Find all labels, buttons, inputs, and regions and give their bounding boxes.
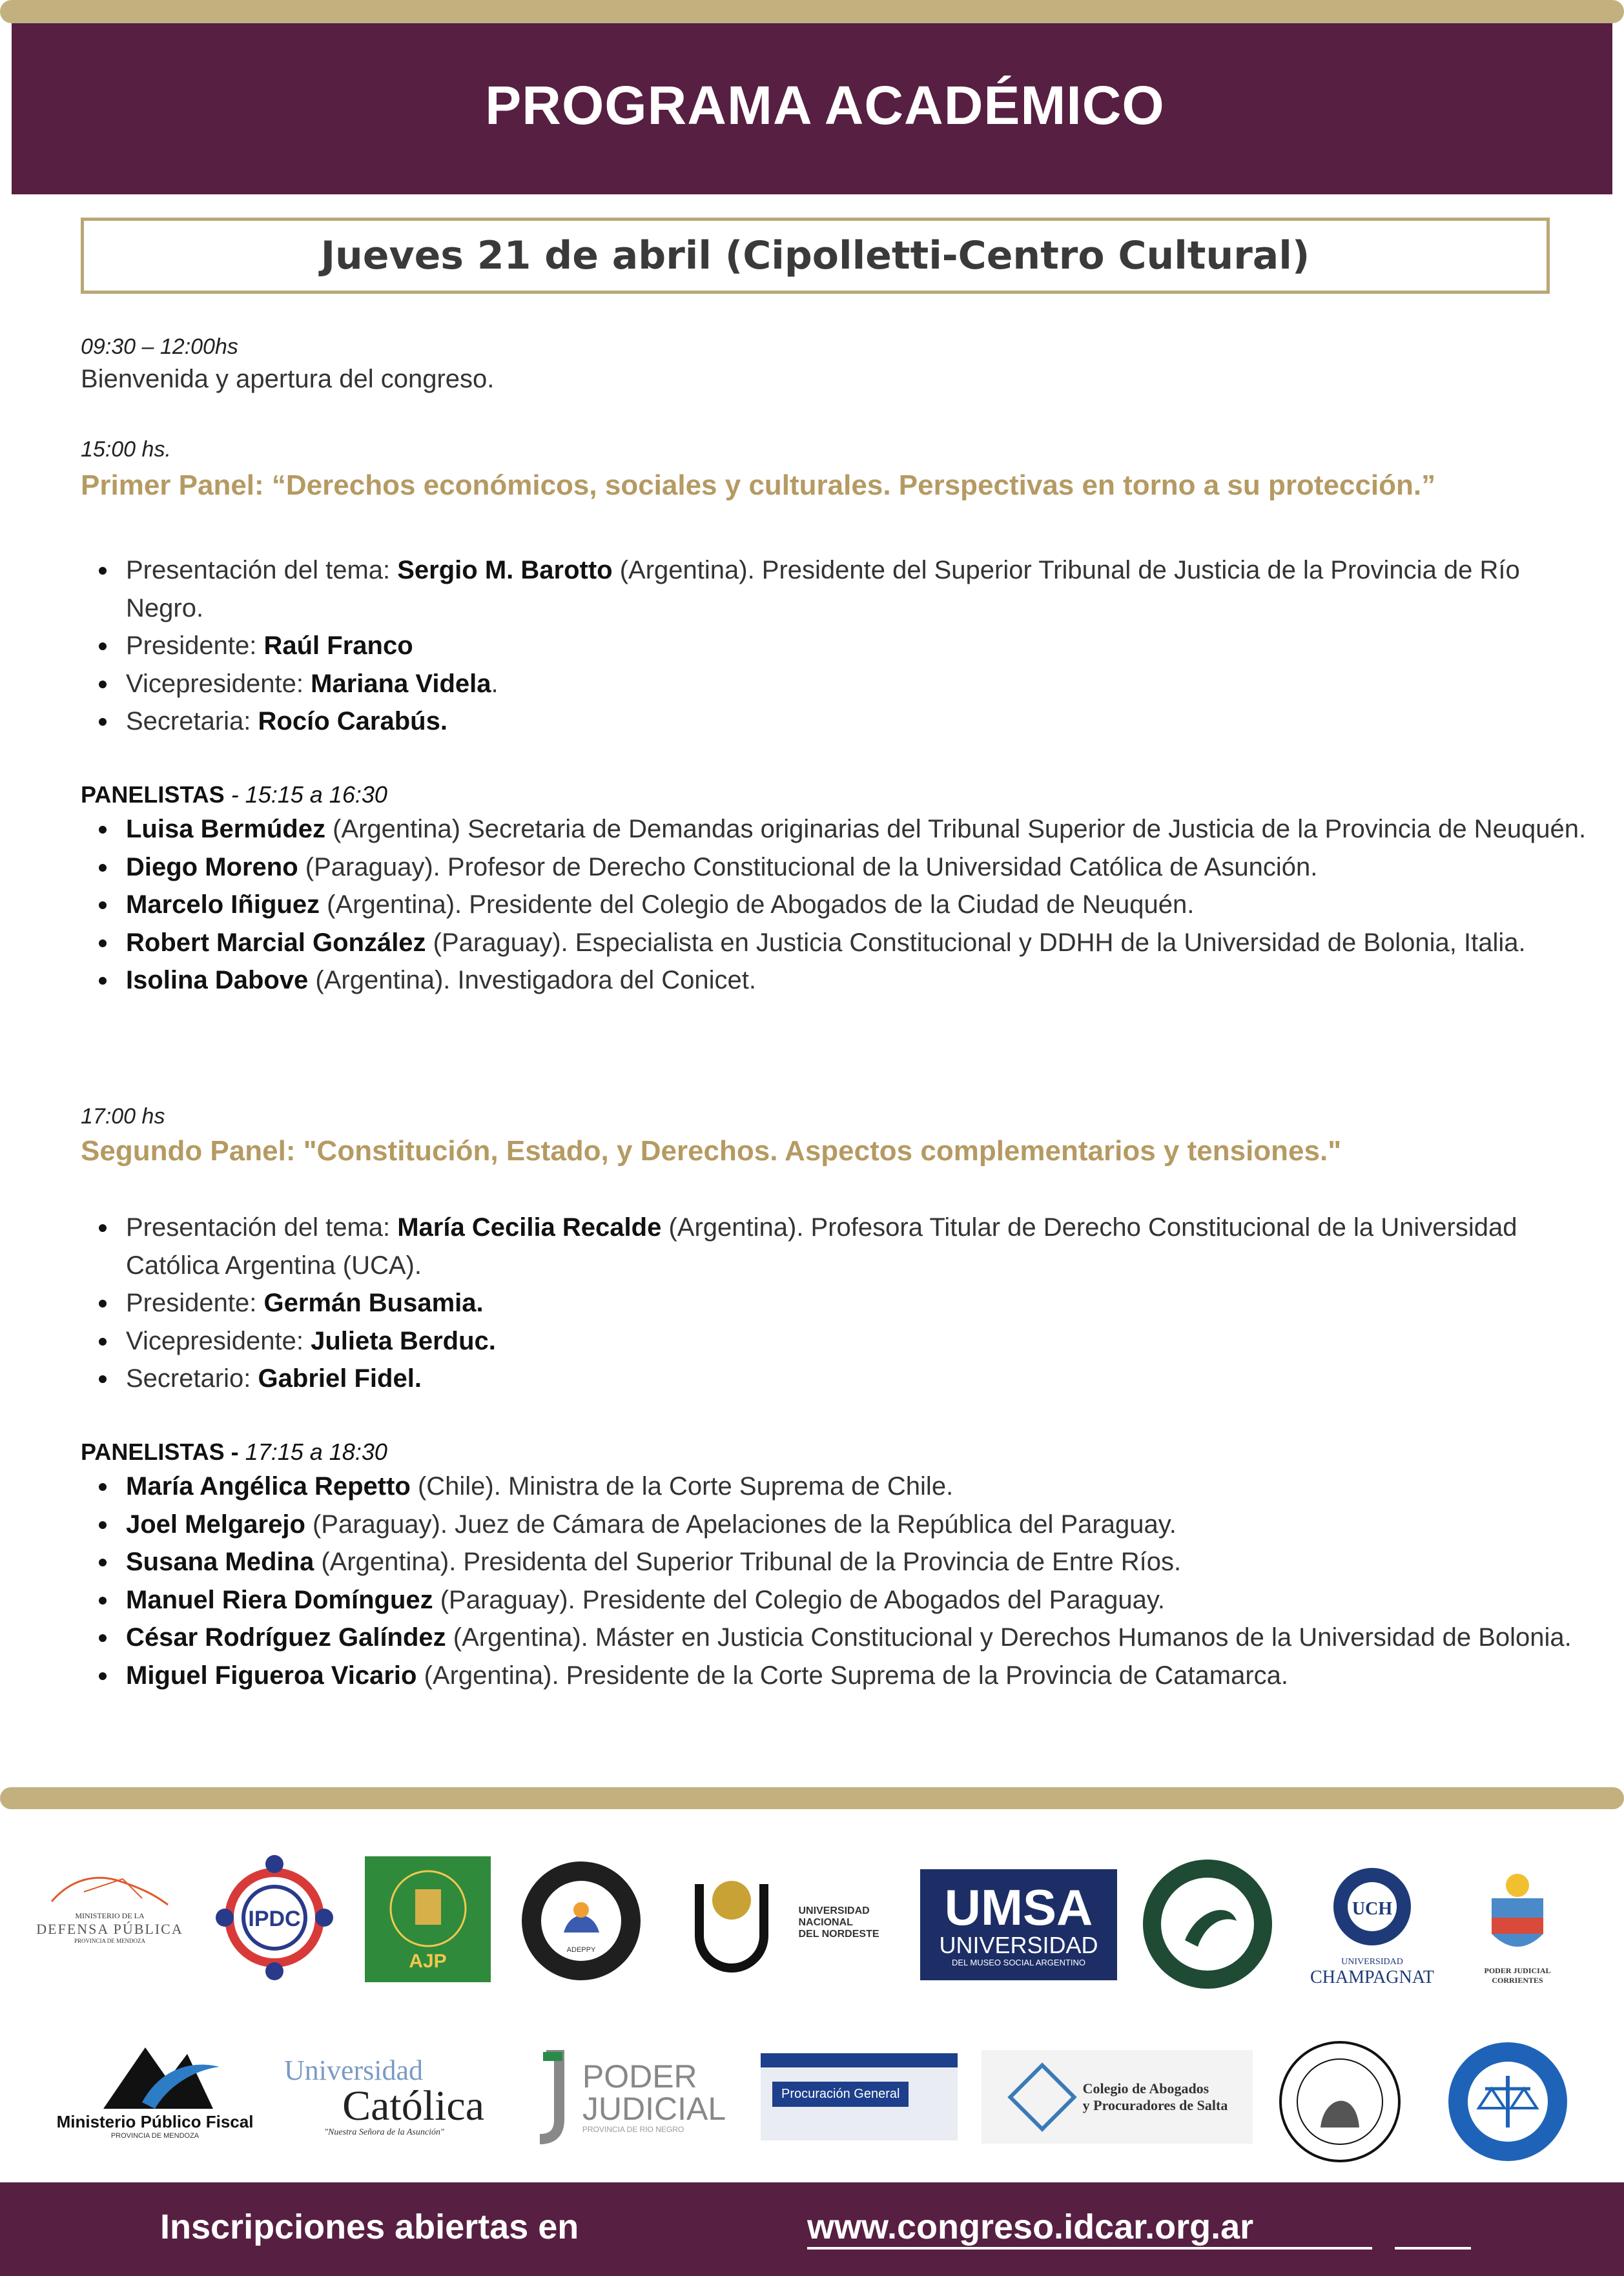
columbia-logo (1140, 1856, 1275, 1992)
list-item: Vicepresidente: Julieta Berduc. (126, 1322, 1598, 1360)
svg-text:IPDC: IPDC (248, 1907, 301, 1931)
page-title: PROGRAMA ACADÉMICO (485, 75, 1165, 136)
svg-text:ADEPPY: ADEPPY (566, 1946, 596, 1954)
list-item: Presidente: Raúl Franco (126, 627, 1598, 665)
list-item: Diego Moreno (Paraguay). Profesor de Derecho Constitucional de la Universidad Católica de Asunción. (126, 848, 1598, 887)
umsa-logo: UMSA UNIVERSIDAD DEL MUSEO SOCIAL ARGENTINO (920, 1869, 1117, 1980)
list-item: Vicepresidente: Mariana Videla. (126, 665, 1598, 703)
list-item: Susana Medina (Argentina). Presidenta del Superior Tribunal de la Provincia de Entre Ríos. (126, 1543, 1598, 1581)
date-box (81, 218, 1550, 294)
url-underline (807, 2247, 1372, 2250)
list-item: María Angélica Repetto (Chile). Ministra de la Corte Suprema de Chile. (126, 1468, 1598, 1506)
list-item: Marcelo Iñiguez (Argentina). Presidente del Colegio de Abogados de la Ciudad de Neuquén. (126, 886, 1598, 924)
panel1-time: 15:00 hs. (81, 437, 171, 462)
footer-label: Inscripciones abiertas en (160, 2208, 579, 2246)
panel2-panelists-label: PANELISTAS - 17:15 a 18:30 (81, 1439, 387, 1465)
procuracion-general-logo: Procuración General (761, 2053, 958, 2140)
ipdc-logo (213, 1850, 336, 1985)
defensa-publica-logo: MINISTERIO DE LA DEFENSA PÚBLICA PROVINCIA DE MENDOZA (26, 1856, 194, 1953)
universidad-buenos-aires-logo (1275, 2037, 1404, 2166)
panel1-title: Primer Panel: “Derechos económicos, sociales y culturales. Perspectivas en torno a su protección.” (81, 469, 1436, 501)
url-underline-tail (1395, 2247, 1471, 2250)
list-item: Presidente: Germán Busamia. (126, 1284, 1598, 1322)
list-item: Presentación del tema: María Cecilia Recalde (Argentina). Profesora Titular de Derecho Constitucional de la Universidad Católica Argentina (UCA). (126, 1209, 1598, 1284)
defensa-publica-mark (45, 1866, 174, 1911)
registration-link[interactable]: www.congreso.idcar.org.ar (807, 2208, 1254, 2246)
list-item: Robert Marcial González (Paraguay). Especialista en Justicia Constitucional y DDHH de la Universidad de Bolonia, Italia. (126, 924, 1598, 962)
panel1-panelists-label: PANELISTAS - 15:15 a 16:30 (81, 781, 387, 808)
panel2-time: 17:00 hs (81, 1104, 165, 1129)
panel2-panelists-list (81, 1468, 1598, 1694)
list-item: Miguel Figueroa Vicario (Argentina). Presidente de la Corte Suprema de la Provincia de Catamarca. (126, 1657, 1598, 1695)
list-item: Presentación del tema: Sergio M. Barotto (Argentina). Presidente del Superior Tribunal de Justicia de la Provincia de Río Negro. (126, 551, 1598, 627)
panel2-roles-list (81, 1209, 1598, 1398)
panel1-panelists-list (81, 810, 1598, 1000)
champagnat-logo: UCH UNIVERSIDAD CHAMPAGNAT (1301, 1853, 1443, 1995)
svg-text:UCH: UCH (1352, 1899, 1393, 1919)
list-item: Isolina Dabove (Argentina). Investigadora del Conicet. (126, 961, 1598, 1000)
ministerio-publico-fiscal-logo: Ministerio Público Fiscal PROVINCIA DE MENDOZA (52, 2031, 258, 2150)
unne-logo: UNIVERSIDAD NACIONAL DEL NORDESTE (678, 1863, 885, 1982)
top-gold-bar (0, 0, 1624, 23)
list-item: Secretaria: Rocío Carabús. (126, 702, 1598, 741)
poder-judicial-corrientes-logo: PODER JUDICIAL CORRIENTES (1466, 1856, 1569, 1998)
colegio-abogados-salta-logo: Colegio de Abogados y Procuradores de Salta (982, 2050, 1253, 2144)
ajp-logo: AJP (365, 1856, 491, 1982)
list-item: Luisa Bermúdez (Argentina) Secretaria de Demandas originarias del Tribunal Superior de Justicia de la Provincia de Neuquén. (126, 810, 1598, 848)
panel2-title: Segundo Panel: "Constitución, Estado, y Derechos. Aspectos complementarios y tensiones." (81, 1135, 1342, 1167)
session1-time: 09:30 – 12:00hs (81, 334, 238, 359)
universidad-catolica-logo: Universidad Católica "Nuestra Señora de la Asunción" (284, 2054, 484, 2137)
list-item: Manuel Riera Domínguez (Paraguay). Presidente del Colegio de Abogados del Paraguay. (126, 1581, 1598, 1619)
poder-judicial-rio-negro-logo: PODER JUDICIAL PROVINCIA DE RIO NEGRO (529, 2047, 730, 2147)
list-item: César Rodríguez Galíndez (Argentina). Máster en Justicia Constitucional y Derechos Humanos de la Universidad de Bolonia. (126, 1619, 1598, 1657)
panel1-roles-list (81, 551, 1598, 741)
session1-text: Bienvenida y apertura del congreso. (81, 365, 495, 393)
list-item: Secretario: Gabriel Fidel. (126, 1360, 1598, 1398)
date-title: Jueves 21 de abril (Cipolletti-Centro Cultural) (320, 233, 1310, 278)
adepy-logo (519, 1858, 644, 1984)
list-item: Joel Melgarejo (Paraguay). Juez de Cámara de Apelaciones de la República del Paraguay. (126, 1506, 1598, 1544)
bottom-gold-bar (0, 1787, 1624, 1809)
colegio-abogados-tucuman-logo (1443, 2037, 1572, 2166)
